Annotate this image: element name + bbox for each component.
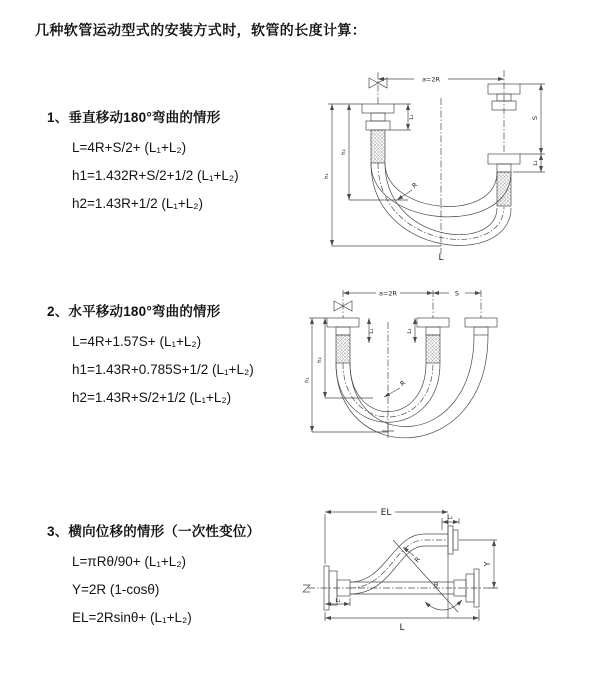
page-title: 几种软管运动型式的安装方式时，软管的长度计算： xyxy=(35,22,367,38)
centerlines xyxy=(343,290,481,430)
dim-label-h1: h₁ xyxy=(304,377,311,383)
formula-el: EL=2Rsinθ+ (L₁+L₂) xyxy=(72,610,192,625)
angle-theta-label: θ xyxy=(434,581,438,589)
formula-h1: h1=1.43R+0.785S+1/2 (L₁+L₂) xyxy=(72,362,254,377)
left-pipe-fitting xyxy=(362,104,394,163)
radius-label: R xyxy=(410,180,420,190)
break-mark xyxy=(303,585,310,592)
diagram-vertical-180-bend xyxy=(312,68,590,263)
hose-u-curves xyxy=(336,335,488,438)
dim-label-el: EL xyxy=(380,508,392,518)
dim-label-s: S xyxy=(531,115,539,121)
section-2-text xyxy=(47,300,322,412)
dim-label-l2: L₂ xyxy=(407,328,413,334)
formula-h1: h1=1.432R+S/2+1/2 (L₁+L₂) xyxy=(72,168,239,183)
centerlines xyxy=(378,70,504,254)
dimension-labels xyxy=(335,508,492,633)
dim-label-l2: L₂ xyxy=(447,515,453,521)
diagram-lateral-displacement xyxy=(298,500,600,660)
construction-lines xyxy=(393,514,462,618)
dim-label-h2: h₂ xyxy=(317,357,323,363)
formula-length: L=4R+1.57S+ (L₁+L₂) xyxy=(72,334,202,349)
left-pipe-fitting xyxy=(327,318,359,363)
dim-label-l: L xyxy=(399,623,405,633)
dim-label-a2r: a=2R xyxy=(421,75,441,84)
radius-label: R xyxy=(412,555,422,565)
right-pipe-fitting-moved xyxy=(465,318,497,335)
formula-length: L=πRθ/90+ (L₁+L₂) xyxy=(72,554,187,569)
formula-length: L=4R+S/2+ (L₁+L₂) xyxy=(72,140,187,155)
formula-h2: h2=1.43R+1/2 (L₁+L₂) xyxy=(72,196,204,211)
top-flange xyxy=(448,526,458,554)
dim-label-a2r: a=2R xyxy=(378,289,398,298)
centerlines xyxy=(303,585,498,592)
dim-label-l2: L₂ xyxy=(533,160,539,166)
formula-y: Y=2R (1-cosθ) xyxy=(72,582,160,597)
dim-label-l1: L₁ xyxy=(369,328,375,334)
middle-pipe-fitting xyxy=(417,318,449,363)
right-pipe-fitting-lower xyxy=(488,154,520,206)
dim-label-l1: L₁ xyxy=(409,114,415,120)
dim-label-s: S xyxy=(454,289,460,298)
section-2-heading: 2、水平移动180°弯曲的情形 xyxy=(47,304,221,319)
dim-label-h1: h₁ xyxy=(324,173,330,179)
dimension-lines xyxy=(325,512,497,621)
section-3-heading: 3、横向位移的情形（一次性变位） xyxy=(47,524,261,539)
dimension-lines xyxy=(328,79,545,246)
radius-label: R xyxy=(398,378,408,388)
section-3-text xyxy=(47,520,322,632)
dim-label-l1: L₁ xyxy=(335,598,341,604)
formula-h2: h2=1.43R+S/2+1/2 (L₁+L₂) xyxy=(72,390,232,405)
section-1-text xyxy=(47,106,322,218)
diagram-horizontal-180-bend xyxy=(303,280,600,450)
dim-label-y: Y xyxy=(483,561,492,567)
dim-label-h2: h₂ xyxy=(341,149,347,155)
dim-label-l: L xyxy=(438,253,444,263)
section-1-heading: 1、垂直移动180°弯曲的情形 xyxy=(47,110,221,125)
